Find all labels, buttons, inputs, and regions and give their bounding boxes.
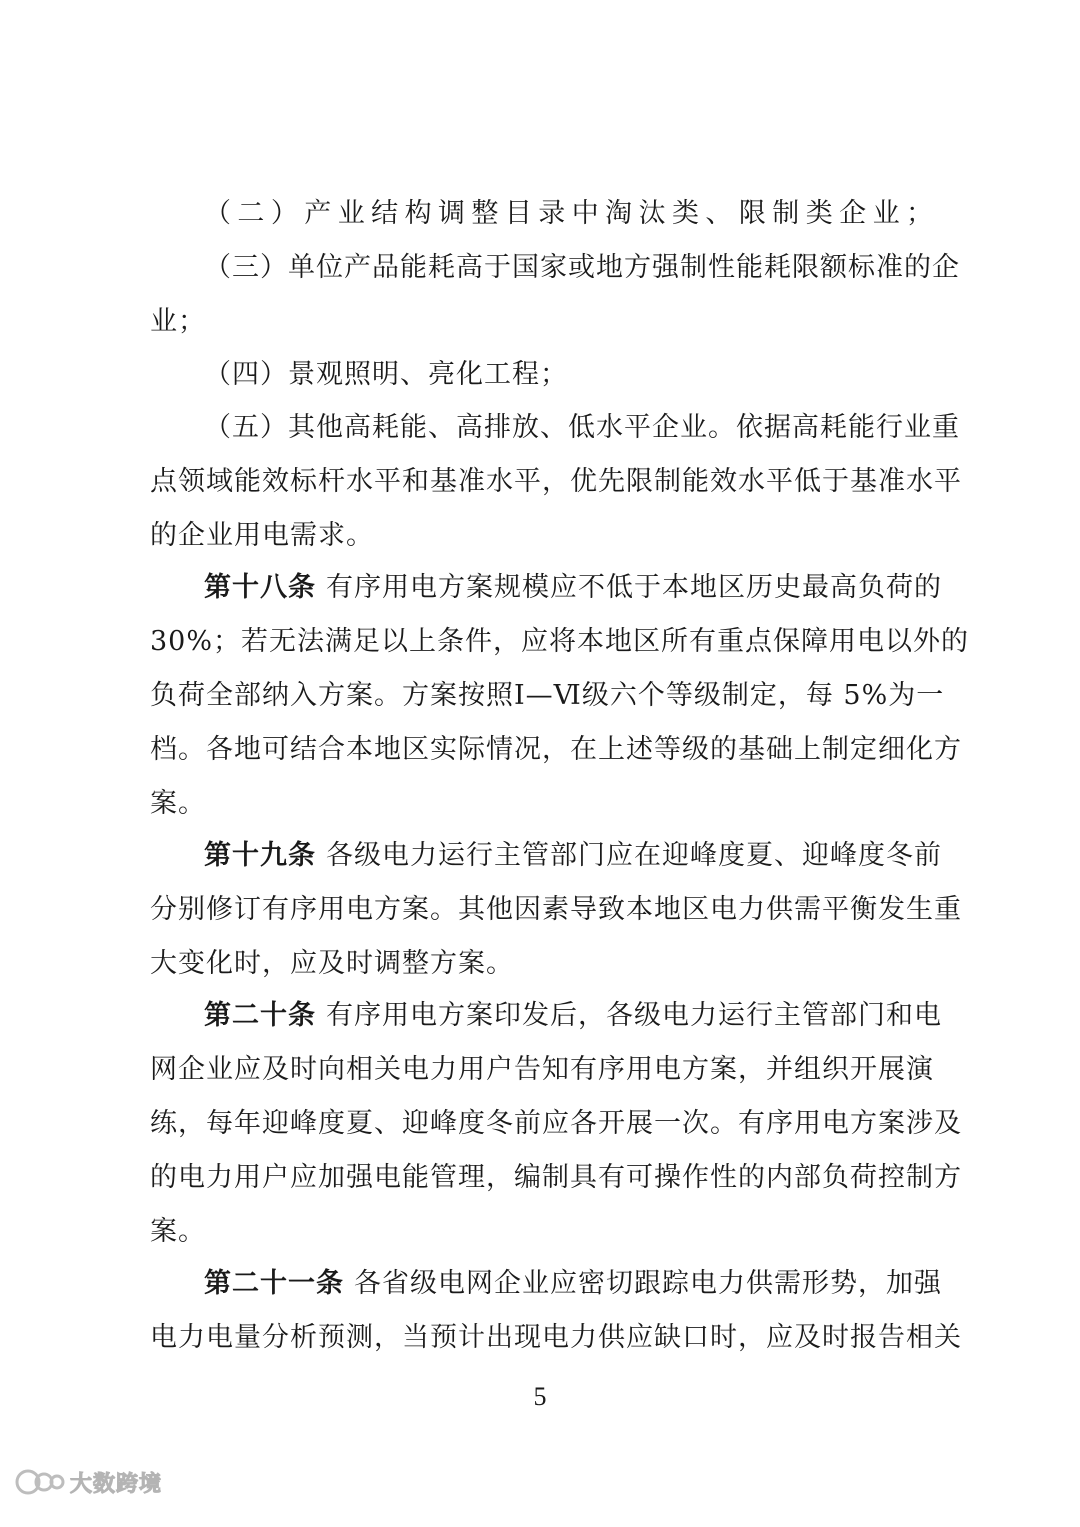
text-line-10: 负荷全部纳入方案。方案按照Ⅰ—Ⅵ级六个等级制定，每 5%为一 bbox=[150, 680, 945, 711]
text-line-1: （二）产业结构调整目录中淘汰类、限制类企业； bbox=[204, 198, 934, 229]
article-19-heading: 第十九条 bbox=[204, 840, 316, 871]
text-line-5: （五）其他高耗能、高排放、低水平企业。依据高耗能行业重 bbox=[204, 412, 960, 443]
text-line-11: 档。各地可结合本地区实际情况，在上述等级的基础上制定细化方 bbox=[150, 734, 962, 765]
text-line-7: 的企业用电需求。 bbox=[150, 520, 374, 551]
text-line-15: 大变化时，应及时调整方案。 bbox=[150, 948, 514, 979]
text-line-2: （三）单位产品能耗高于国家或地方强制性能耗限额标准的企 bbox=[204, 252, 960, 283]
article-20-line-1: 第二十条 有序用电方案印发后，各级电力运行主管部门和电 bbox=[204, 1000, 942, 1031]
article-21-line-1: 第二十一条 各省级电网企业应密切跟踪电力供需形势，加强 bbox=[204, 1268, 942, 1299]
watermark-text: 大数跨境 bbox=[70, 1471, 163, 1497]
text-line-14: 分别修订有序用电方案。其他因素导致本地区电力供需平衡发生重 bbox=[150, 894, 962, 925]
text-line-22: 电力电量分析预测，当预计出现电力供应缺口时，应及时报告相关 bbox=[150, 1322, 962, 1353]
article-21-heading: 第二十一条 bbox=[204, 1268, 344, 1299]
logo-icon bbox=[14, 1465, 66, 1499]
text-line-4: （四）景观照明、亮化工程； bbox=[204, 359, 568, 390]
text-line-18: 练，每年迎峰度夏、迎峰度冬前应各开展一次。有序用电方案涉及 bbox=[150, 1108, 962, 1139]
text-line-6: 点领域能效标杆水平和基准水平，优先限制能效水平低于基准水平 bbox=[150, 466, 962, 497]
article-18-line-1: 第十八条 有序用电方案规模应不低于本地区历史最高负荷的 bbox=[204, 572, 942, 603]
article-19-line-1: 第十九条 各级电力运行主管部门应在迎峰度夏、迎峰度冬前 bbox=[204, 840, 942, 871]
text-line-3: 业； bbox=[150, 306, 206, 337]
text-line-17: 网企业应及时向相关电力用户告知有序用电方案，并组织开展演 bbox=[150, 1054, 934, 1085]
article-20-heading: 第二十条 bbox=[204, 1000, 316, 1031]
text-line-20: 案。 bbox=[150, 1216, 206, 1247]
page-number: 5 bbox=[533, 1382, 547, 1411]
text-line-19: 的电力用户应加强电能管理，编制具有可操作性的内部负荷控制方 bbox=[150, 1162, 962, 1193]
article-18-heading: 第十八条 bbox=[204, 572, 316, 603]
text-line-12: 案。 bbox=[150, 788, 206, 819]
watermark bbox=[14, 1462, 162, 1502]
text-line-9: 30%；若无法满足以上条件，应将本地区所有重点保障用电以外的 bbox=[150, 626, 970, 657]
